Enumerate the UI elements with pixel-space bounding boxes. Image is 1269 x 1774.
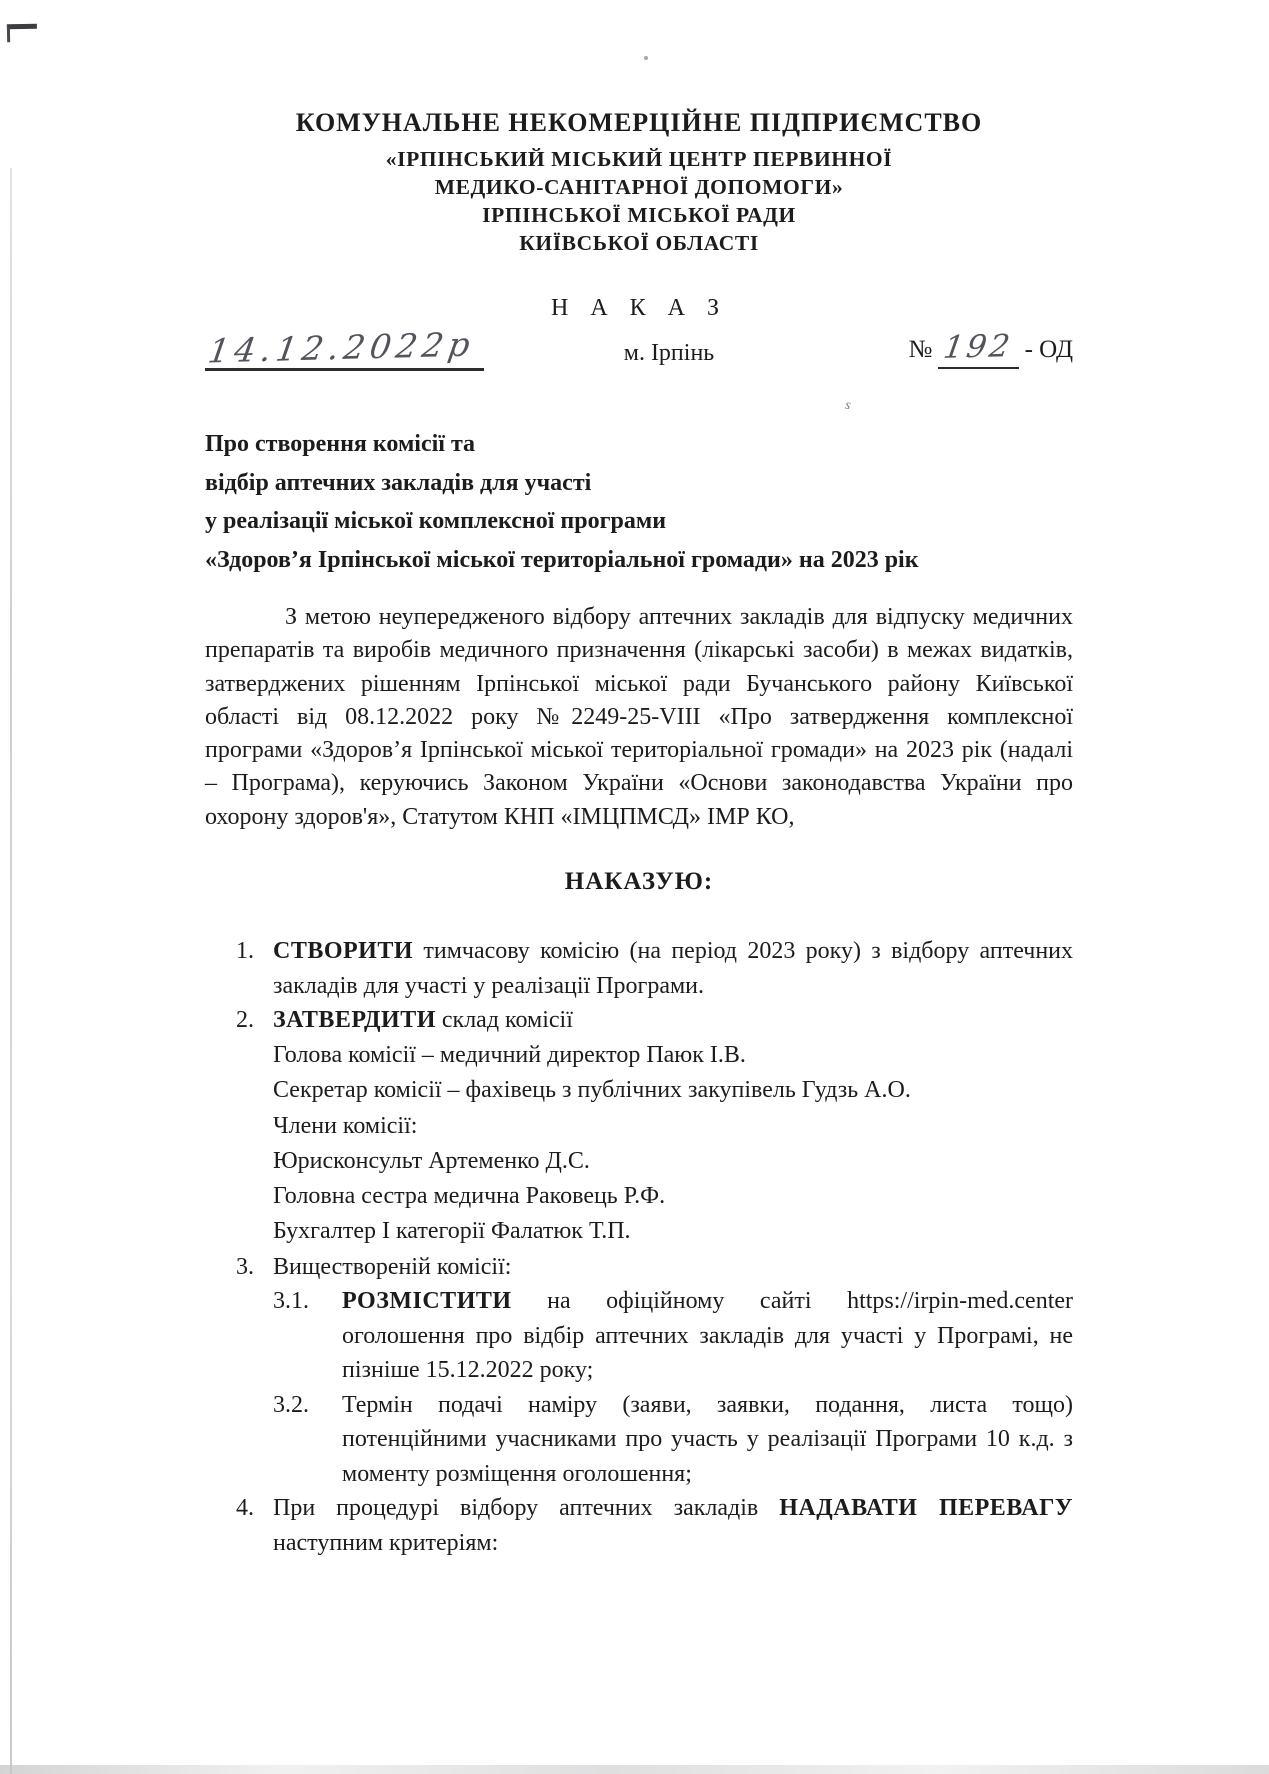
item-lead-word: РОЗМІСТИТИ <box>342 1288 512 1314</box>
item-number: 1. <box>236 938 254 965</box>
organization-name-line2: «ІРПІНСЬКИЙ МІСЬКИЙ ЦЕНТР ПЕРВИННОЇ <box>385 147 893 171</box>
item-text <box>342 1284 1073 1388</box>
commission-member-line: Члени комісії: <box>273 1112 418 1139</box>
subject-line: у реалізації міської комплексної програми <box>205 508 667 534</box>
item-text-rest: тимчасову комісію (на період 2023 року) з відбору аптечних закладів для участі у реалізації Програми. <box>273 938 1074 999</box>
letterhead <box>205 108 1073 257</box>
order-meta-row <box>205 324 1073 371</box>
organization-council: ІРПІНСЬКОЇ МІСЬКОЇ РАДИ <box>482 203 796 227</box>
item-text: Термін подачі наміру (заяви, заявки, подання, листа тощо) потенційними учасниками про участь у реалізації Програми 10 к.д. з моменту розміщення оголошення; <box>342 1391 1073 1487</box>
item-text <box>273 1003 1073 1249</box>
number-underline <box>938 329 1018 369</box>
item-text <box>273 1491 1073 1560</box>
item-text: Виществореній комісії: <box>273 1253 512 1280</box>
number-sign: № <box>908 336 933 363</box>
subject-line: відбір аптечних закладів для участі <box>205 469 592 496</box>
scan-speck <box>644 56 648 60</box>
list-item-1 <box>236 934 1073 1003</box>
organization-region: КИЇВСЬКОЇ ОБЛАСТІ <box>519 231 759 255</box>
scan-speck: s <box>843 397 853 414</box>
orders-list <box>205 934 1073 1560</box>
item-number: 3. <box>236 1253 254 1280</box>
commission-member-line: Бухгалтер І категорії Фалатюк Т.П. <box>273 1218 631 1245</box>
list-item-4 <box>236 1491 1073 1560</box>
organization-name-line3: МЕДИКО-САНІТАРНОЇ ДОПОМОГИ» <box>434 175 844 199</box>
subject-line: «Здоров’я Ірпінської міської територіальної громади» на 2023 рік <box>205 546 919 573</box>
subject-line: Про створення комісії та <box>205 431 476 457</box>
order-number <box>828 329 1073 371</box>
document-type-title: Н А К А З <box>550 295 728 321</box>
item-number: 3.1. <box>273 1288 309 1314</box>
commission-member-line: Секретар комісії – фахівець з публічних закупівель Гудзь А.О. <box>273 1077 911 1104</box>
order-place: м. Ірпінь <box>623 340 715 366</box>
list-item-3-1 <box>273 1284 1073 1388</box>
resolution-heading: НАКАЗУЮ: <box>564 868 714 896</box>
scan-corner-mark <box>7 24 37 43</box>
list-item-3-2 <box>273 1388 1073 1492</box>
item-lead-word: СТВОРИТИ <box>273 938 414 965</box>
number-suffix: - ОД <box>1024 336 1073 363</box>
commission-member-line: Юрисконсульт Артеменко Д.С. <box>273 1147 590 1174</box>
commission-member-line: Голова комісії – медичний директор Паюк І.В. <box>273 1042 746 1069</box>
item-lead-word: ЗАТВЕРДИТИ <box>273 1007 436 1034</box>
subject-block <box>205 425 1073 579</box>
scan-bottom-edge <box>0 1765 1269 1774</box>
item-number: 3.2. <box>273 1391 309 1418</box>
commission-member-line: Головна сестра медична Раковець Р.Ф. <box>273 1183 666 1210</box>
scan-margin-line <box>10 168 12 1774</box>
list-item-2 <box>236 1003 1073 1249</box>
item-number: 2. <box>236 1007 254 1034</box>
order-date <box>205 324 510 371</box>
item-text-before: При процедурі відбору аптечних закладів <box>273 1495 759 1521</box>
item-first-line <box>273 1003 1073 1038</box>
item-text-rest: склад комісії <box>441 1007 573 1034</box>
organization-name: КОМУНАЛЬНЕ НЕКОМЕРЦІЙНЕ ПІДПРИЄМСТВО <box>295 108 983 137</box>
preamble-paragraph: З метою неупередженого відбору аптечних закладів для відпуску медичних препаратів та виробів медичного призначення (лікарські засоби) в межах видатків, затверджених рішенням Ірпінської міської ради Бучанського району Київської області від 08.12.2022 року №2249-25-VIII «Про затвердження комплексної програми «Здоров’я Ірпінської міської територіальної громади» на 2023 рік (надалі – Програма), керуючись Законом України «Основи законодавства України про охорону здоров'я», Статутом КНП «ІМЦПМСД» ІМР КО, <box>205 604 1073 830</box>
document-content <box>205 108 1073 1560</box>
item-text-rest: на офіційному сайті https://irpin-med.center оголошення про відбір аптечних закладів для участі у Програмі, не пізніше 15.12.2022 року; <box>342 1288 1073 1383</box>
item-number: 4. <box>236 1495 254 1521</box>
item-text-after: наступним критеріям: <box>273 1529 499 1556</box>
handwritten-number: 192 <box>941 328 1016 366</box>
list-item-3 <box>236 1250 1073 1285</box>
handwritten-date: 14.12.2022р <box>205 324 478 371</box>
item-bold-phrase: НАДАВАТИ ПЕРЕВАГУ <box>779 1495 1073 1521</box>
item-text <box>273 934 1073 1003</box>
date-underline <box>205 324 484 371</box>
